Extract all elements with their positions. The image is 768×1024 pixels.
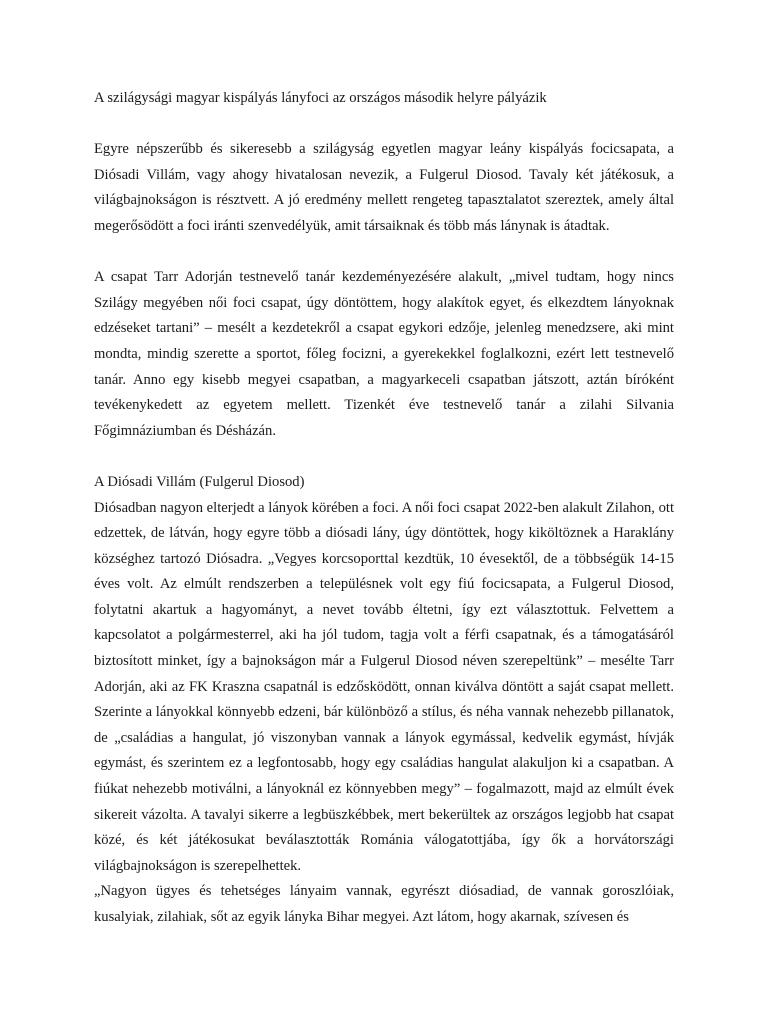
paragraph-founding: A csapat Tarr Adorján testnevelő tanár kezdeményezésére alakult, „mivel tudtam, hogy nincs Szilágy megyében női foci csapat, úgy döntöttem, hogy alakítok egyet, és elkezdtem lányoknak edzéseket tartani” – mesélt a kezdetekről a csapat egykori edzője, jelenleg menedzsere, aki mint mondta, mindig szerette a sportot, főleg focizni, a gyerekekkel foglalkozni, ezért lett testnevelő tanár. Anno egy kisebb megyei csapatban, a magyarkeceli csapatban játszott, aztán bíróként tevékenykedett az egyetem mellett. Tizenkét éve testnevelő tanár a zilahi Silvania Főgimnáziumban és Désházán. bbox=[94, 269, 674, 439]
document-page bbox=[94, 86, 674, 931]
article-title: A szilágysági magyar kispályás lányfoci az országos második helyre pályázik bbox=[94, 90, 547, 106]
paragraph-intro: Egyre népszerűbb és sikeresebb a szilágyság egyetlen magyar leány kispályás focicsapata, a Diósadi Villám, vagy ahogy hivatalosan nevezik, a Fulgerul Diosod. Tavaly két játékosuk, a világbajnokságon is résztvett. A jó eredmény mellett rengeteg tapasztalatot szereztek, amely által megerősödött a foci iránti szenvedélyük, amit társaiknak és több más lánynak is átadtak. bbox=[94, 141, 674, 234]
paragraph-quote: „Nagyon ügyes és tehetséges lányaim vannak, egyrészt diósadiad, de vannak goroszlóiak, kusalyiak, zilahiak, sőt az egyik lányka Bihar megyei. Azt látom, hogy akarnak, szívesen és bbox=[94, 883, 674, 925]
section-subheading: A Diósadi Villám (Fulgerul Diosod) bbox=[94, 473, 305, 490]
paragraph-team-history: Diósadban nagyon elterjedt a lányok körében a foci. A női foci csapat 2022-ben alakult Zilahon, ott edzettek, de látván, hogy egyre több a diósadi lány, úgy döntöttek, hogy kiköltöznek a Haraklány községhez tartozó Diósadra. „Vegyes korcsoporttal kezdtük, 10 évesektől, de a többségük 14-15 éves volt. Az elmúlt rendszerben a településnek volt egy fiú focicsapata, a Fulgerul Diosod, folytatni akartuk a hagyományt, a nevet tovább éltetni, így ezt választottuk. Felvettem a kapcsolatot a polgármesterrel, aki ha jól tudom, tagja volt a férfi csapatnak, és a támogatásáról biztosított minket, így a bajnokságon már a Fulgerul Diosod néven szerepeltünk” – mesélte Tarr Adorján, aki az FK Kraszna csapatnál is edzősködött, onnan kiválva döntött a saját csapat mellett. Szerinte a lányokkal könnyebb edzeni, bár különböző a stílus, és néha vannak nehezebb pillanatok, de „családias a hangulat, jó viszonyban vannak a lányok egymással, kedvelik egymást, hívják egymást, és szerintem ez a legfontosabb, hogy egy családias hangulat alakuljon ki a csapatban. A fiúkat nehezebb motiválni, a lányoknál ez könnyebben megy” – fogalmazott, majd az elmúlt évek sikereit vázolta. A tavalyi sikerre a legbüszkébbek, mert bekerültek az országos legjobb hat csapat közé, és két játékosukat beválasztották Románia válogatottjába, így ők a horvátországi világbajnokságon is szerepelhettek. bbox=[94, 499, 674, 874]
